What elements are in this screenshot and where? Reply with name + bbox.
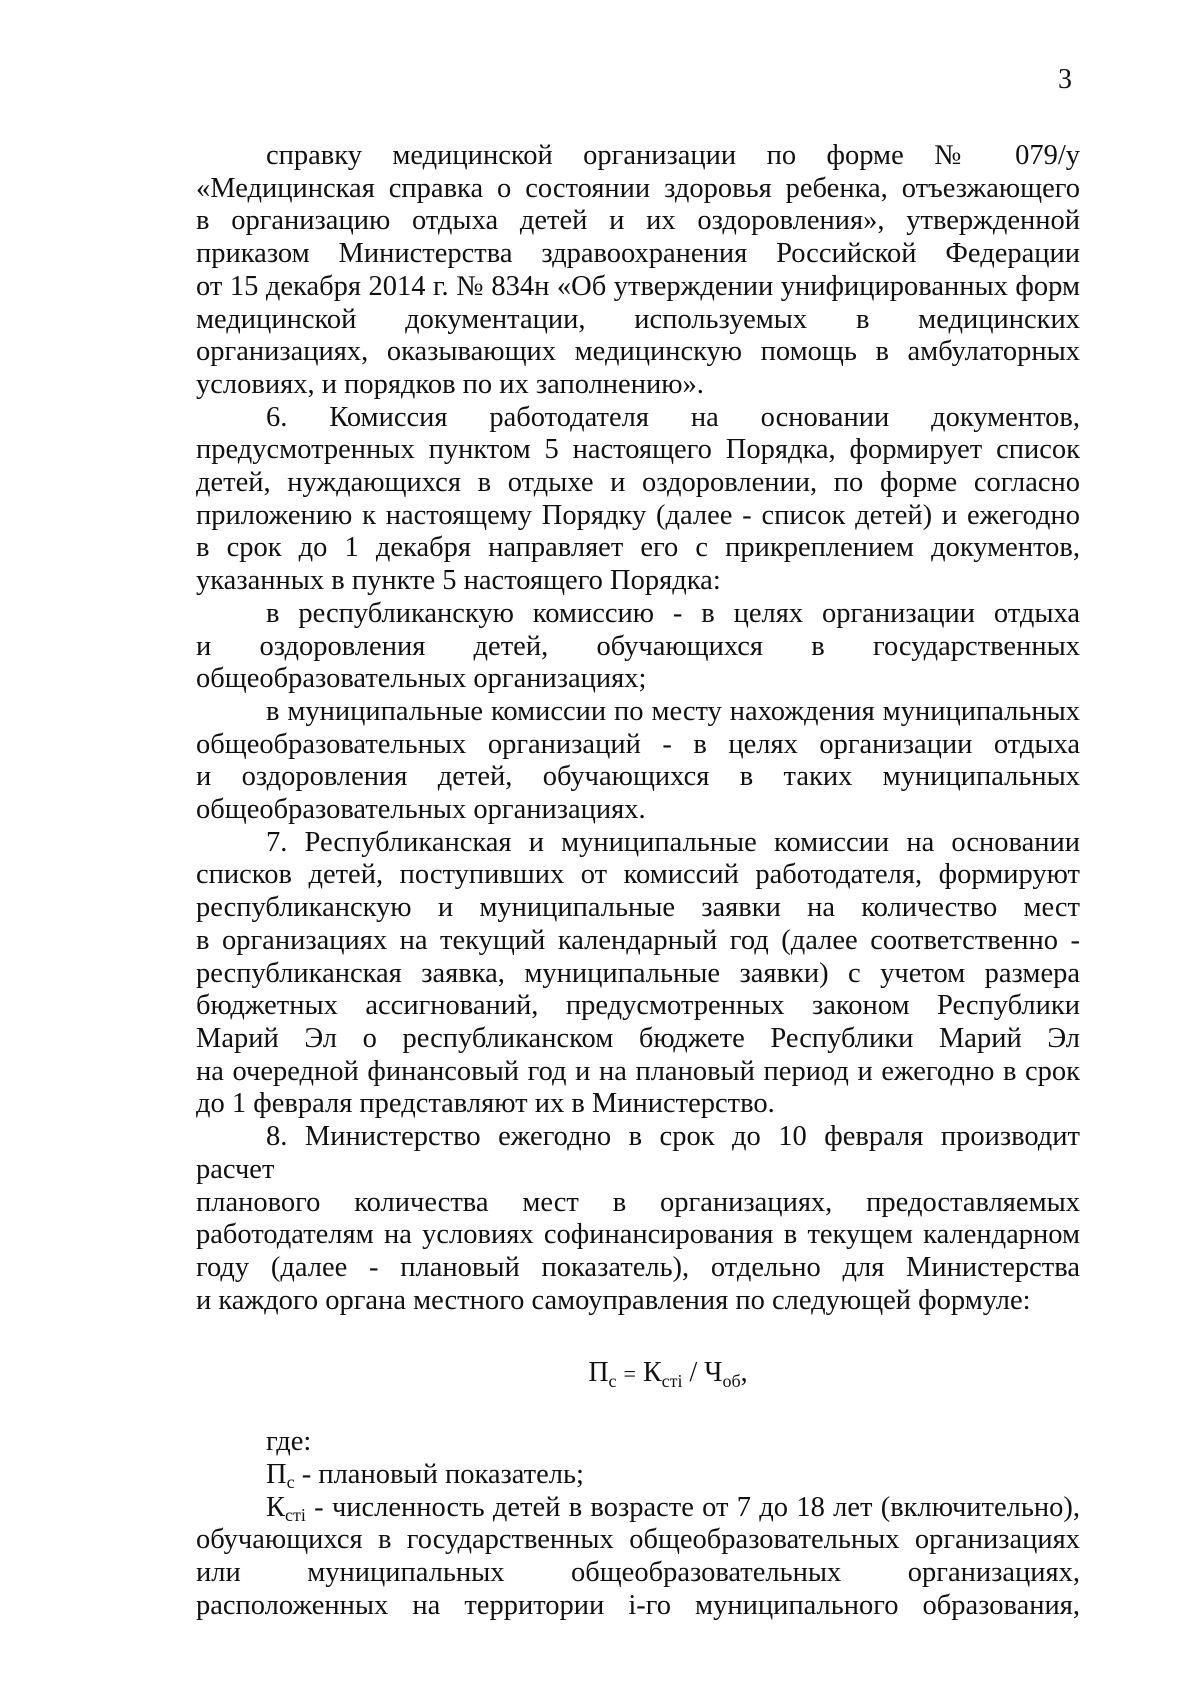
- text-line: предусмотренных пунктом 5 настоящего Порядка, формирует список: [196, 434, 1080, 466]
- text-line: республиканскую и муниципальные заявки на количество мест: [196, 892, 1080, 924]
- paragraph-municipal-commissions: [196, 696, 1080, 827]
- formula-equals: =: [623, 1361, 636, 1387]
- text-line: и оздоровления детей, обучающихся в таких муниципальных: [196, 761, 1080, 793]
- text-line: общеобразовательных организаций - в целях организации отдыха: [196, 728, 1080, 760]
- text-line: медицинской документации, используемых в медицинских: [196, 303, 1080, 335]
- definition-p-text: - плановый показатель;: [294, 1459, 584, 1491]
- text-line: республиканская заявка, муниципальные заявки) с учетом размера: [196, 957, 1080, 989]
- text-line: в муниципальные комиссии по месту нахождения муниципальных: [266, 695, 1080, 727]
- paragraph-republican-commission: [196, 598, 1080, 696]
- text-line: Марий Эл о республиканском бюджете Республики Марий Эл: [196, 1022, 1080, 1054]
- text-line: общеобразовательных организациях.: [196, 794, 646, 826]
- text-line: в организациях на текущий календарный год (далее соответственно -: [196, 924, 1080, 956]
- paragraph-item-7: [196, 827, 1080, 1121]
- page-number: 3: [1058, 64, 1072, 95]
- formula-ch-symbol: Ч: [704, 1357, 723, 1389]
- formula: [196, 1355, 1080, 1392]
- text-line: в республиканскую комиссию - в целях организации отдыха: [266, 597, 1080, 629]
- text-line: детей, нуждающихся в отдыхе и оздоровлении, по форме согласно: [196, 467, 1080, 499]
- text-line: и оздоровления детей, обучающихся в государственных: [196, 630, 1080, 662]
- definition-p: [196, 1459, 1080, 1492]
- paragraph-item-8: [196, 1121, 1080, 1317]
- text-line: расположенных на территории i-го муниципального образования,: [196, 1589, 1080, 1621]
- text-line: 6. Комиссия работодателя на основании документов,: [266, 401, 1080, 433]
- text-line: приложению к настоящему Порядку (далее - список детей) и ежегодно: [196, 499, 1080, 531]
- text-line: условиях, и порядков по их заполнению».: [196, 368, 704, 400]
- formula-ch-subscript: об: [722, 1371, 741, 1392]
- text-line: или муниципальных общеобразовательных организациях,: [196, 1557, 1080, 1589]
- where-label: где:: [266, 1426, 312, 1458]
- text-line: в организацию отдыха детей и их оздоровления», утвержденной: [196, 205, 1080, 237]
- text-line: списков детей, поступивших от комиссий работодателя, формируют: [196, 859, 1080, 891]
- text-line: указанных в пункте 5 настоящего Порядка:: [196, 565, 721, 597]
- text-line: от 15 декабря 2014 г. № 834н «Об утверждении унифицированных форм: [196, 270, 1080, 302]
- text-line: организациях, оказывающих медицинскую помощь в амбулаторных: [196, 336, 1080, 368]
- text-line: бюджетных ассигнований, предусмотренных законом Республики: [196, 990, 1080, 1022]
- paragraph-medical-certificate: [196, 140, 1080, 402]
- text-line: справку медицинской организации по форме № 079/у: [266, 140, 1080, 171]
- text-line: на очередной финансовый год и на плановый период и ежегодно в срок: [196, 1055, 1080, 1087]
- text-line: в срок до 1 декабря направляет его с прикреплением документов,: [196, 532, 1080, 564]
- definition-k-text: - численность детей в возрасте от 7 до 18 лет (включительно),: [305, 1491, 1080, 1523]
- formula-k-subscript: сті: [661, 1371, 683, 1392]
- definition-p-subscript: с: [286, 1472, 295, 1493]
- formula-k-symbol: К: [642, 1357, 662, 1389]
- text-line: 8. Министерство ежегодно в срок до 10 февраля производит расчет: [196, 1121, 1080, 1185]
- text-line: году (далее - плановый показатель), отдельно для Министерства: [196, 1251, 1080, 1283]
- text-line: и каждого органа местного самоуправления по следующей формуле:: [196, 1284, 1031, 1316]
- formula-p-subscript: с: [608, 1371, 617, 1392]
- text-line: «Медицинская справка о состоянии здоровья ребенка, отъезжающего: [196, 172, 1080, 204]
- definitions-block: [196, 1426, 1080, 1622]
- text-line: планового количества мест в организациях, предоставляемых: [196, 1186, 1080, 1218]
- document-body: [196, 140, 1080, 1623]
- formula-p-symbol: П: [588, 1357, 609, 1389]
- paragraph-item-6: [196, 402, 1080, 598]
- formula-slash: /: [689, 1357, 698, 1389]
- text-line: до 1 февраля представляют их в Министерство.: [196, 1088, 775, 1120]
- definition-k-subscript: сті: [285, 1504, 306, 1525]
- text-line: 7. Республиканская и муниципальные комиссии на основании: [266, 826, 1080, 858]
- definition-p-symbol: П: [266, 1459, 287, 1491]
- definition-k: [196, 1492, 1080, 1525]
- definition-k-symbol: К: [266, 1491, 286, 1523]
- formula-comma: ,: [740, 1357, 748, 1389]
- text-line: работодателям на условиях софинансирования в текущем календарном: [196, 1219, 1080, 1251]
- text-line: обучающихся в государственных общеобразовательных организациях: [196, 1524, 1080, 1556]
- text-line: приказом Министерства здравоохранения Российской Федерации: [196, 238, 1080, 270]
- text-line: общеобразовательных организациях;: [196, 663, 647, 695]
